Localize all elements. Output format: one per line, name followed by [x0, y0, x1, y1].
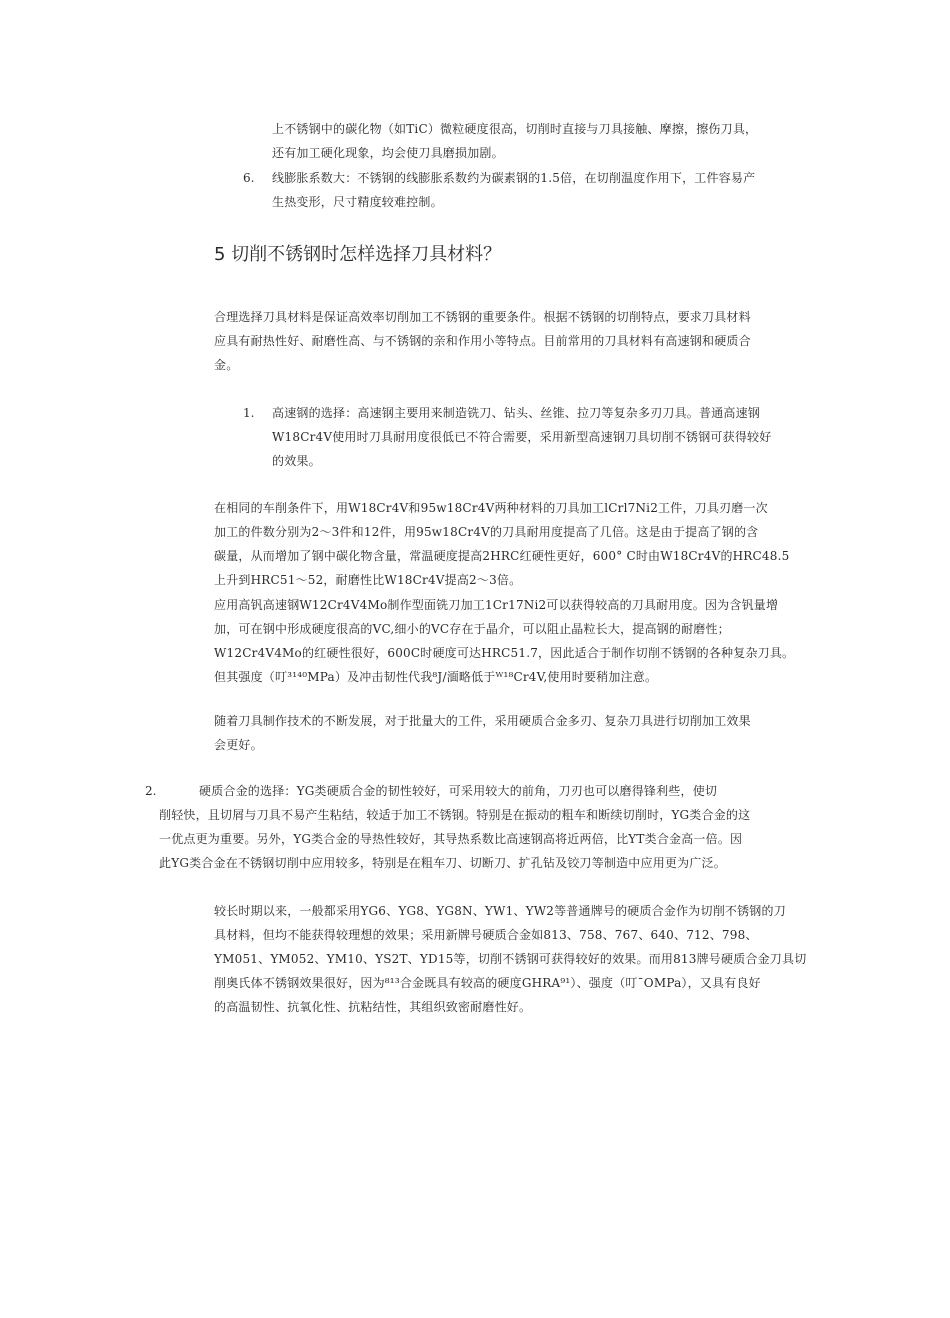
carbide-line: 较长时期以来，一般都采用YG6、YG8、YG8N、YW1、YW2等普通牌号的硬质合金作为切削不锈钢的刀	[214, 904, 786, 918]
hss-line: 在相同的车削条件下，用W18Cr4V和95w18Cr4V两种材料的刀具加工lCrl7Ni2工件，刀具刃磨一次	[214, 501, 768, 515]
intro-line: 金。	[214, 358, 239, 372]
list-number: 1.	[243, 406, 255, 420]
dev-line: 会更好。	[214, 738, 263, 752]
list2-line: 此YG类合金在不锈钢切削中应用较多，特别是在粗车刀、切断刀、扩孔钻及铰刀等制造中应用更为广泛。	[159, 856, 726, 870]
list1-line: W18Cr4V使用时刀具耐用度很低已不符合需要，采用新型高速钢刀具切削不锈钢可获得较好	[272, 430, 772, 444]
carbide-line: 削奥氏体不锈钢效果很好，因为⁸¹³合金既具有较高的硬度GHRA⁹¹）、强度（叮¯OMPa），又具有良好	[214, 976, 761, 990]
hss-line: 应用高钒高速钢W12Cr4V4Mo制作型面铣刀加工1Cr17Ni2可以获得较高的刀具耐用度。因为含钒量增	[214, 598, 779, 612]
hss-line: 上升到HRC51～52，耐磨性比W18Cr4V提高2～3倍。	[214, 573, 522, 587]
item5-line: 上不锈钢中的碳化物（如TiC）微粒硬度很高，切削时直接与刀具接触、摩擦，擦伤刀具，	[272, 122, 758, 136]
carbide-line: YM051、YM052、YM10、YS2T、YD15等，切削不锈钢可获得较好的效果。而用813牌号硬质合金刀具切	[214, 952, 807, 966]
item6-line: 生热变形，尺寸精度较难控制。	[272, 195, 443, 209]
list1-line: 高速钢的选择：高速钢主要用来制造铣刀、钻头、丝锥、拉刀等复杂多刃刀具。普通高速钢	[272, 406, 761, 420]
hss-line: W12Cr4V4Mo的红硬性很好，600C时硬度可达HRC51.7，因此适合于制作切削不锈钢的各种复杂刀具。	[214, 646, 795, 660]
carbide-line: 的高温韧性、抗氧化性、抗粘结性，其组织致密耐磨性好。	[214, 1000, 532, 1014]
hss-line: 但其强度（叮³¹⁴⁰MPa）及冲击韧性代我⁸J/湎略低于ᵂ¹⁸Cr4V,使用时要稍加注意。	[214, 670, 658, 684]
section-heading: 5 切削不锈钢时怎样选择刀具材料？	[214, 244, 502, 265]
list-number: 2.	[145, 784, 157, 798]
list2-line: 一优点更为重要。另外，YG类合金的导热性较好，其导热系数比高速钢高将近两倍，比YT类合金高一倍。因	[159, 832, 743, 846]
list1-line: 的效果。	[272, 454, 321, 468]
hss-line: 加工的件数分别为2～3件和12件，用95w18Cr4V的刀具耐用度提高了几倍。这是由于提高了钢的含	[214, 525, 759, 539]
hss-line: 碳量，从而增加了钢中碳化物含量，常温硬度提高2HRC红硬性更好，600° C时由W18Cr4V的HRC48.5	[214, 549, 790, 563]
item6-line: 线膨胀系数大：不锈钢的线膨胀系数约为碳素钢的1.5倍，在切削温度作用下，工件容易产	[272, 171, 756, 185]
carbide-line: 具材料，但均不能获得较理想的效果；采用新牌号硬质合金如813、758、767、640、712、798、	[214, 928, 758, 942]
item5-line: 还有加工硬化现象，均会使刀具磨损加剧。	[272, 146, 504, 160]
list2-line: 硬质合金的选择：YG类硬质合金的韧性较好，可采用较大的前角，刀刃也可以磨得锋利些，使切	[199, 784, 718, 798]
list2-line: 削轻快，且切屑与刀具不易产生粘结，较适于加工不锈钢。特别是在振动的粗车和断续切削时，YG类合金的这	[159, 808, 751, 822]
intro-line: 合理选择刀具材料是保证高效率切削加工不锈钢的重要条件。根据不锈钢的切削特点，要求刀具材料	[214, 310, 751, 324]
list-number: 6.	[243, 171, 255, 185]
intro-line: 应具有耐热性好、耐磨性高、与不锈钢的亲和作用小等特点。目前常用的刀具材料有高速钢和硬质合	[214, 334, 751, 348]
hss-line: 加，可在钢中形成硬度很高的VC,细小的VC存在于晶介，可以阻止晶粒长大，提高钢的耐磨性；	[214, 622, 730, 636]
dev-line: 随着刀具制作技术的不断发展，对于批量大的工件，采用硬质合金多刃、复杂刀具进行切削加工效果	[214, 714, 751, 728]
